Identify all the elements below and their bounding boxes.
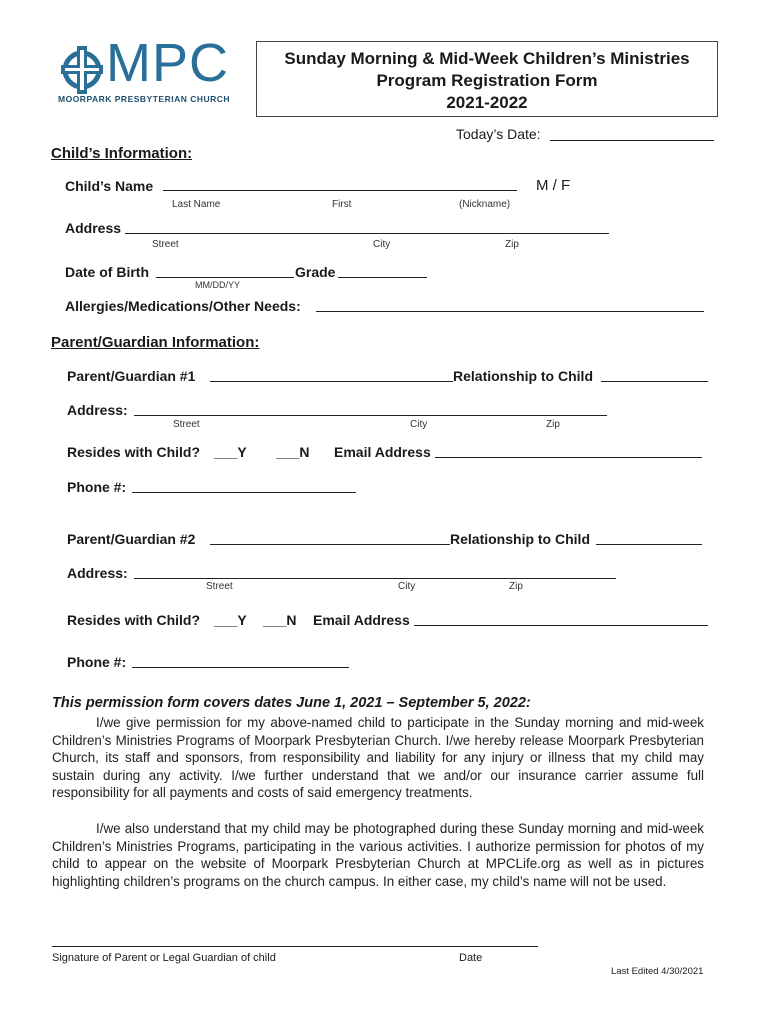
allergies-label: Allergies/Medications/Other Needs: <box>65 298 301 314</box>
cross-circle-icon <box>56 44 108 96</box>
guardian1-field[interactable] <box>210 381 453 382</box>
guardian2-relationship-field[interactable] <box>596 544 702 545</box>
logo-letters: MPC <box>106 33 229 93</box>
guardian2-zip-caption: Zip <box>509 581 523 592</box>
title-line3: 2021-2022 <box>446 93 528 112</box>
guardian1-email-label: Email Address <box>334 444 431 460</box>
guardian1-no-option[interactable] <box>276 444 309 460</box>
dob-field[interactable] <box>156 277 294 278</box>
first-name-caption: First <box>332 199 352 210</box>
guardian2-relationship-label: Relationship to Child <box>450 531 590 547</box>
child-name-label: Child’s Name <box>65 178 154 194</box>
guardian1-label: Parent/Guardian #1 <box>67 368 196 384</box>
guardian2-field[interactable] <box>210 544 450 545</box>
signature-label: Signature of Parent or Legal Guardian of child <box>52 952 276 964</box>
guardian2-resides-label: Resides with Child? <box>67 612 201 628</box>
church-logo <box>56 33 236 106</box>
guardian1-no-blank: ___ <box>276 444 300 460</box>
permission-heading: This permission form covers dates June 1, 2021 – September 5, 2022: <box>52 695 531 711</box>
child-name-field[interactable] <box>163 190 517 191</box>
guardian1-relationship-label: Relationship to Child <box>453 368 593 384</box>
child-info-heading: Child’s Information: <box>51 145 193 162</box>
title-line1: Sunday Morning & Mid-Week Children’s Ministries <box>284 49 690 68</box>
guardian2-yes-option[interactable] <box>214 612 247 628</box>
signature-date-label: Date <box>459 952 483 964</box>
guardian2-address-field[interactable] <box>134 578 616 579</box>
child-address-field[interactable] <box>125 233 609 234</box>
guardian2-email-field[interactable] <box>414 625 708 626</box>
guardian1-street-caption: Street <box>173 419 200 430</box>
guardian2-street-caption: Street <box>206 581 233 592</box>
nickname-caption: (Nickname) <box>459 199 511 210</box>
guardian2-phone-label: Phone #: <box>67 654 127 670</box>
guardian1-phone-field[interactable] <box>132 492 356 493</box>
child-zip-caption: Zip <box>505 239 519 250</box>
todays-date-field[interactable] <box>550 140 714 141</box>
guardian1-city-caption: City <box>410 419 428 430</box>
dob-format-caption: MM/DD/YY <box>195 280 240 290</box>
guardian2-no-blank: ___ <box>263 612 287 628</box>
child-address-label: Address <box>65 220 122 236</box>
logo-church-name: MOORPARK PRESBYTERIAN CHURCH <box>58 94 231 104</box>
child-street-caption: Street <box>152 239 179 250</box>
grade-label: Grade <box>295 264 336 280</box>
parent-info-heading: Parent/Guardian Information: <box>51 334 260 351</box>
grade-field[interactable] <box>338 277 427 278</box>
guardian1-address-field[interactable] <box>134 415 607 416</box>
guardian2-no-option[interactable] <box>263 612 296 628</box>
permission-paragraph-1: I/we give permission for my above-named child to participate in the Sunday morning and mid-week Children’s Ministries Programs of Moorpark Presbyterian Church. I/we hereby release Moorpark Presbyterian Church, its staff and sponsors, from responsibility and liability for any injury or illness that my child may sustain during any activity. I/we further understand that we and/or our insurance carrier assume full responsibility for all payments and costs of said emergency treatments. <box>52 715 704 801</box>
guardian1-zip-caption: Zip <box>546 419 560 430</box>
guardian2-no-label: N <box>286 612 297 628</box>
dob-label: Date of Birth <box>65 264 149 280</box>
guardian2-email-label: Email Address <box>313 612 410 628</box>
form-title-box <box>256 41 718 117</box>
allergies-field[interactable] <box>316 311 704 312</box>
gender-option[interactable]: M / F <box>536 177 571 194</box>
title-line2: Program Registration Form <box>376 71 598 90</box>
last-name-caption: Last Name <box>172 199 221 210</box>
guardian2-label: Parent/Guardian #2 <box>67 531 196 547</box>
guardian1-yes-blank: ___ <box>214 444 238 460</box>
guardian1-resides-label: Resides with Child? <box>67 444 201 460</box>
guardian1-no-label: N <box>299 444 310 460</box>
guardian1-email-field[interactable] <box>435 457 702 458</box>
guardian2-city-caption: City <box>398 581 416 592</box>
guardian1-relationship-field[interactable] <box>601 381 708 382</box>
guardian2-phone-field[interactable] <box>132 667 349 668</box>
child-city-caption: City <box>373 239 391 250</box>
guardian1-address-label: Address: <box>67 402 128 418</box>
last-edited-note: Last Edited 4/30/2021 <box>611 966 704 977</box>
todays-date-label: Today’s Date: <box>456 126 541 142</box>
guardian2-yes-blank: ___ <box>214 612 238 628</box>
guardian1-yes-option[interactable] <box>214 444 247 460</box>
permission-paragraph-2: I/we also understand that my child may be photographed during these Sunday morning and mid-week Children’s Ministries Programs, participating in the various activities. I authorize permission for photos of my child to appear on the website of Moorpark Presbyterian Church at MPCLife.org as well as in pictures highlighting children’s programs on the church campus. In either case, my child’s name will not be used. <box>52 821 704 889</box>
guardian1-phone-label: Phone #: <box>67 479 127 495</box>
guardian2-address-label: Address: <box>67 565 128 581</box>
signature-field[interactable] <box>52 946 538 947</box>
guardian2-yes-label: Y <box>237 612 247 628</box>
guardian1-yes-label: Y <box>237 444 247 460</box>
